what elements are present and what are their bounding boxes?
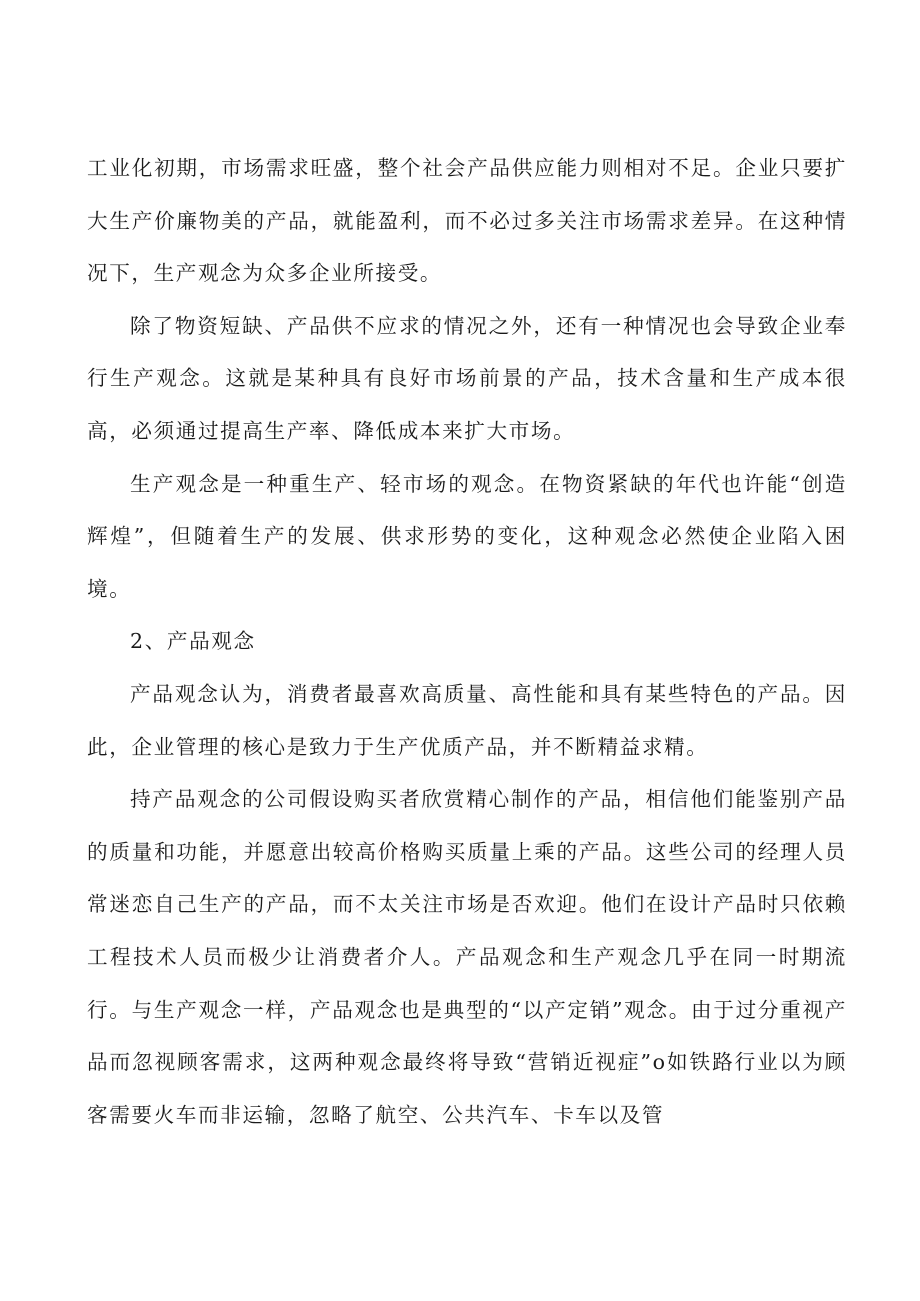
section-heading-product-concept: 2、产品观念	[130, 629, 256, 654]
paragraph-production-concept-summary: 生产观念是一种重生产、轻市场的观念。在物资紧缺的年代也许能“创造辉煌”，但随着生产的发展、供求形势的变化，这种观念必然使企业陷入困境。	[87, 471, 847, 601]
paragraph-product-concept-companies: 持产品观念的公司假设购买者欣赏精心制作的产品，相信他们能鉴别产品的质量和功能，并愿意出较高价格购买质量上乘的产品。这些公司的经理人员常迷恋自己生产的产品，而不太关注市场是否欢迎。他们在设计产品时只依赖工程技术人员而极少让消费者介人。产品观念和生产观念几乎在同一时期流行。与生产观念一样，产品观念也是典型的“以产定销”观念。由于过分重视产品而忽视顾客需求，这两种观念最终将导致“营销近视症”o如铁路行业以为顾客需要火车而非运输，忽略了航空、公共汽车、卡车以及管	[87, 787, 847, 1127]
paragraph-industrialization: 工业化初期，市场需求旺盛，整个社会产品供应能力则相对不足。企业只要扩大生产价廉物美的产品，就能盈利，而不必过多关注市场需求差异。在这种情况下，生产观念为众多企业所接受。	[87, 156, 847, 286]
document-body	[87, 142, 847, 1141]
paragraph-production-concept-cause: 除了物资短缺、产品供不应求的情况之外，还有一种情况也会导致企业奉行生产观念。这就是某种具有良好市场前景的产品，技术含量和生产成本很高，必须通过提高生产率、降低成本来扩大市场。	[87, 313, 847, 443]
paragraph-product-concept-definition: 产品观念认为，消费者最喜欢高质量、高性能和具有某些特色的产品。因此，企业管理的核心是致力于生产优质产品，并不断精益求精。	[87, 681, 847, 759]
